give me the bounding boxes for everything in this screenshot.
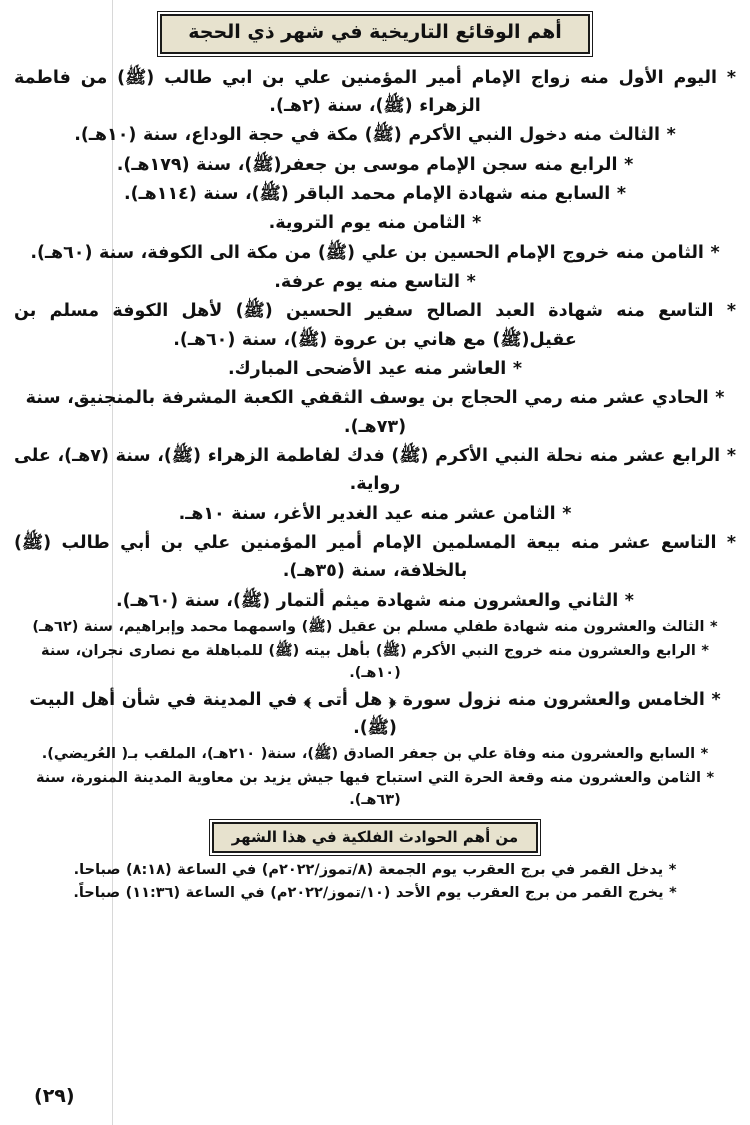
historical-events-title: أهم الوقائع التاريخية في شهر ذي الحجة xyxy=(160,14,590,54)
list-item: * التاسع منه يوم عرفة. xyxy=(274,272,476,293)
astronomical-events-list xyxy=(8,859,742,905)
astronomical-events-title: من أهم الحوادث الفلكية في هذا الشهر xyxy=(212,822,538,853)
list-item: * التاسع منه شهادة العبد الصالح سفير الحسين (ﷺ) لأهل الكوفة مسلم بن عقيل(ﷺ) مع هاني بن عروة (ﷺ)، سنة (٦٠هـ). xyxy=(14,301,736,350)
page-content xyxy=(8,14,742,906)
list-item: * السابع والعشرون منه وفاة علي بن جعفر الصادق (ﷺ)، سنة( ٢١٠هـ)، الملقب بـ( العُريضي). xyxy=(41,746,709,763)
list-item: * العاشر منه عيد الأضحى المبارك. xyxy=(227,359,523,380)
historical-events-title-wrap xyxy=(8,14,742,54)
list-item: * يدخل القمر في برج العقرب يوم الجمعة (٨/تموز/٢٠٢٢م) في الساعة (٨:١٨) صباحا. xyxy=(73,861,677,878)
list-item: * الرابع منه سجن الإمام موسى بن جعفر(ﷺ)، سنة (١٧٩هـ). xyxy=(116,154,634,175)
list-item: * الحادي عشر منه رمي الحجاج بن يوسف الثقفي الكعبة المشرفة بالمنجنيق، سنة (٧٣هـ). xyxy=(25,388,725,437)
list-item: * الثامن منه يوم التروية. xyxy=(268,213,482,234)
list-item: * الثالث والعشرون منه شهادة طفلي مسلم بن عقيل (ﷺ) واسمهما محمد وإبراهيم، سنة (٦٢هـ) xyxy=(32,619,718,636)
page-number: (٢٩) xyxy=(34,1085,75,1107)
list-item: * الرابع والعشرون منه خروج النبي الأكرم (ﷺ) بأهل بيته (ﷺ) للمباهلة مع نصارى نجران، سنة (١٠هـ). xyxy=(41,642,709,682)
astronomical-events-title-wrap xyxy=(8,822,742,853)
list-item: * يخرج القمر من برج العقرب يوم الأحد (١٠/تموز/٢٠٢٢م) في الساعة (١١:٣٦) صباحاً. xyxy=(73,885,677,902)
list-item: * الثالث منه دخول النبي الأكرم (ﷺ) مكة في حجة الوداع، سنة (١٠هـ). xyxy=(74,125,676,146)
list-item: * اليوم الأول منه زواج الإمام أمير المؤمنين علي بن ابي طالب (ﷺ) من فاطمة الزهراء (ﷺ)، سنة (٢هـ). xyxy=(14,67,736,116)
list-item: * التاسع عشر منه بيعة المسلمين الإمام أمير المؤمنين علي بن أبي طالب (ﷺ) بالخلافة، سنة (٣٥هـ). xyxy=(14,533,736,582)
list-item: * الرابع عشر منه نحلة النبي الأكرم (ﷺ) فدك لفاطمة الزهراء (ﷺ)، سنة (٧هـ)، على رواية. xyxy=(14,446,736,495)
list-item: * الخامس والعشرون منه نزول سورة ﴿ هل أتى ﴾ في المدينة في شأن أهل البيت (ﷺ). xyxy=(29,689,721,738)
list-item: * السابع منه شهادة الإمام محمد الباقر (ﷺ)، سنة (١١٤هـ). xyxy=(124,184,626,205)
list-item: * الثاني والعشرون منه شهادة ميثم ألتمار (ﷺ)، سنة (٦٠هـ). xyxy=(116,590,634,611)
list-item: * الثامن منه خروج الإمام الحسين بن علي (ﷺ) من مكة الى الكوفة، سنة (٦٠هـ). xyxy=(30,242,720,263)
list-item: * الثامن عشر منه عيد الغدير الأغر، سنة ١٠هـ. xyxy=(178,503,572,524)
list-item: * الثامن والعشرون منه وقعة الحرة التي استباح فيها جيش يزيد بن معاوية المدينة المنورة، سنة (٦٣هـ). xyxy=(35,769,715,809)
historical-events-list xyxy=(8,64,742,812)
